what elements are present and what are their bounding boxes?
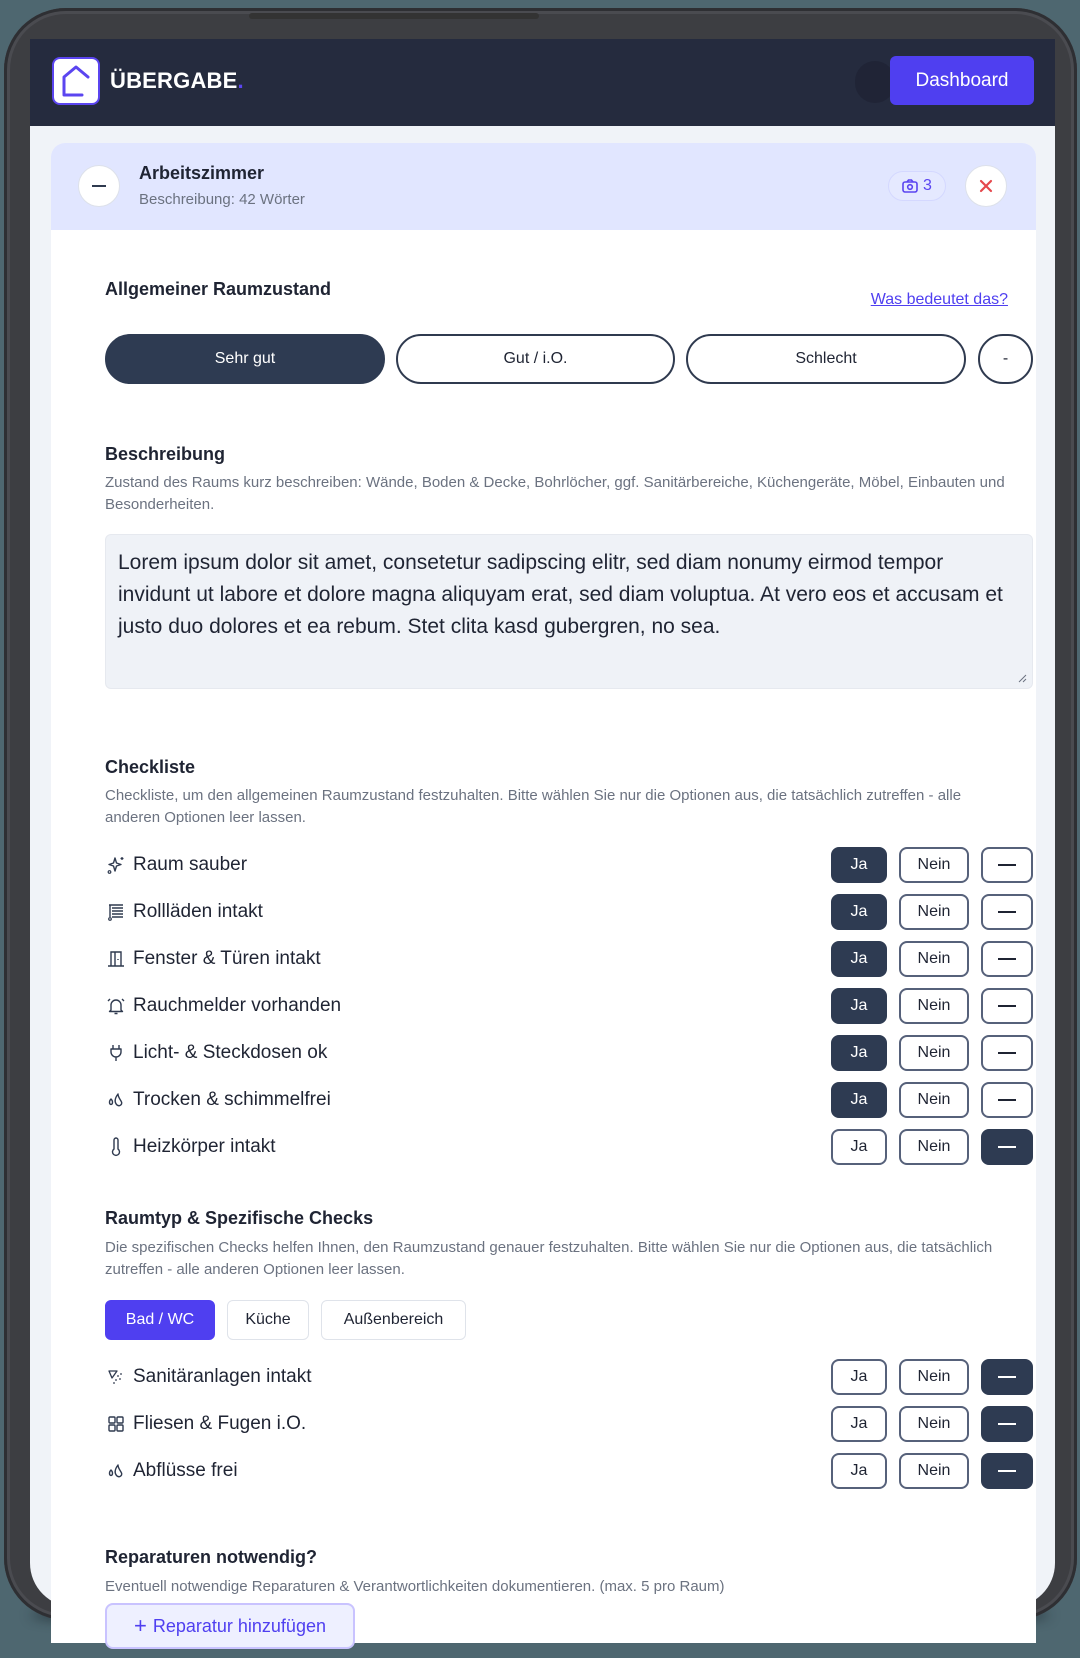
condition-title: Allgemeiner Raumzustand bbox=[105, 279, 332, 299]
brand-name: ÜBERGABE. bbox=[110, 68, 244, 93]
answer-no[interactable]: Nein bbox=[899, 988, 969, 1024]
dash-icon bbox=[998, 1099, 1016, 1101]
answer-none[interactable] bbox=[981, 1359, 1033, 1395]
dash-icon bbox=[998, 1146, 1016, 1148]
answer-no[interactable]: Nein bbox=[899, 1359, 969, 1395]
dash-icon bbox=[998, 1052, 1016, 1054]
tablet-frame bbox=[4, 8, 1077, 1638]
room-card bbox=[51, 143, 1036, 1643]
answer-none[interactable] bbox=[981, 941, 1033, 977]
dash-icon bbox=[998, 1005, 1016, 1007]
repairs-help: Eventuell notwendige Reparaturen & Verantwortlichkeiten dokumentieren. (max. 5 pro Raum) bbox=[105, 1578, 725, 1595]
repairs-title: Reparaturen notwendig? bbox=[105, 1547, 318, 1567]
answer-yes[interactable]: Ja bbox=[831, 1359, 887, 1395]
answer-none[interactable] bbox=[981, 1129, 1033, 1165]
door-icon bbox=[105, 948, 127, 970]
answer-yes[interactable]: Ja bbox=[831, 847, 887, 883]
room-header bbox=[51, 143, 1036, 230]
dash-icon bbox=[998, 1376, 1016, 1378]
answer-none[interactable] bbox=[981, 1453, 1033, 1489]
room-type-help: Die spezifischen Checks helfen Ihnen, den Raumzustand genauer festzuhalten. Bitte wählen Sie nur die Optionen aus, die tatsächlich zutreffen - alle anderen Optionen leer lassen. bbox=[105, 1239, 993, 1278]
blinds-icon bbox=[105, 901, 127, 923]
answer-no[interactable]: Nein bbox=[899, 1035, 969, 1071]
condition-option-schlecht[interactable]: Schlecht bbox=[686, 334, 966, 384]
close-icon bbox=[979, 179, 993, 193]
droplets-icon bbox=[105, 1460, 127, 1482]
plug-icon bbox=[105, 1042, 127, 1064]
dash-icon bbox=[998, 911, 1016, 913]
answer-yes[interactable]: Ja bbox=[831, 1082, 887, 1118]
description-textarea[interactable] bbox=[105, 534, 1033, 689]
answer-none[interactable] bbox=[981, 1035, 1033, 1071]
description-help: Zustand des Raums kurz beschreiben: Wände, Boden & Decke, Bohrlöcher, ggf. Sanitärbereiche, Küchengeräte, Möbel, Einbauten und Besonderheiten. bbox=[105, 474, 1005, 513]
answer-group bbox=[831, 894, 1033, 930]
tab-kueche[interactable]: Küche bbox=[227, 1300, 309, 1340]
delete-room-button[interactable] bbox=[965, 165, 1007, 207]
answer-no[interactable]: Nein bbox=[899, 1406, 969, 1442]
answer-group bbox=[831, 1129, 1033, 1165]
room-title: Arbeitszimmer bbox=[139, 163, 265, 183]
answer-none[interactable] bbox=[981, 1082, 1033, 1118]
answer-group bbox=[831, 988, 1033, 1024]
checklist-item-trocken: Trocken & schimmelfrei Ja Nein bbox=[105, 1082, 1033, 1118]
dashboard-button[interactable]: Dashboard bbox=[890, 56, 1034, 105]
minus-icon bbox=[92, 185, 106, 187]
answer-no[interactable]: Nein bbox=[899, 1082, 969, 1118]
answer-no[interactable]: Nein bbox=[899, 1129, 969, 1165]
plus-icon: + bbox=[134, 1613, 147, 1638]
answer-yes[interactable]: Ja bbox=[831, 1453, 887, 1489]
checklist-title: Checkliste bbox=[105, 757, 196, 777]
dash-icon bbox=[998, 864, 1016, 866]
condition-option-sehr-gut[interactable]: Sehr gut bbox=[105, 334, 385, 384]
app-header bbox=[30, 39, 1055, 126]
tab-bad-wc[interactable]: Bad / WC bbox=[105, 1300, 215, 1340]
answer-group bbox=[831, 1359, 1033, 1395]
answer-no[interactable]: Nein bbox=[899, 941, 969, 977]
answer-none[interactable] bbox=[981, 1406, 1033, 1442]
grid-icon bbox=[105, 1413, 127, 1435]
checklist-help: Checkliste, um den allgemeinen Raumzustand festzuhalten. Bitte wählen Sie nur die Optionen aus, die tatsächlich zutreffen - alle anderen Optionen leer lassen. bbox=[105, 787, 962, 826]
help-link[interactable]: Was bedeutet das? bbox=[870, 291, 1008, 308]
answer-no[interactable]: Nein bbox=[899, 847, 969, 883]
checklist-item-rolllaeden: Rollläden intakt Ja Nein bbox=[105, 894, 1033, 930]
resize-handle-icon[interactable] bbox=[1017, 673, 1027, 683]
answer-yes[interactable]: Ja bbox=[831, 988, 887, 1024]
dash-icon bbox=[998, 958, 1016, 960]
answer-group bbox=[831, 1453, 1033, 1489]
answer-yes[interactable]: Ja bbox=[831, 1129, 887, 1165]
room-type-title: Raumtyp & Spezifische Checks bbox=[105, 1208, 374, 1228]
answer-yes[interactable]: Ja bbox=[831, 1035, 887, 1071]
checklist-item-licht-steckdosen: Licht- & Steckdosen ok Ja Nein bbox=[105, 1035, 1033, 1071]
checklist-item-rauchmelder: Rauchmelder vorhanden Ja Nein bbox=[105, 988, 1033, 1024]
camera-icon bbox=[902, 179, 918, 193]
description-title: Beschreibung bbox=[105, 444, 226, 464]
avatar-placeholder bbox=[855, 61, 895, 103]
collapse-button[interactable] bbox=[78, 165, 120, 207]
answer-group bbox=[831, 847, 1033, 883]
answer-none[interactable] bbox=[981, 894, 1033, 930]
condition-option-none[interactable]: - bbox=[978, 334, 1033, 384]
answer-group bbox=[831, 941, 1033, 977]
answer-group bbox=[831, 1082, 1033, 1118]
answer-yes[interactable]: Ja bbox=[831, 941, 887, 977]
app-screen bbox=[30, 39, 1055, 1638]
checklist-item-fenster-tueren: Fenster & Türen intakt Ja Nein bbox=[105, 941, 1033, 977]
shower-icon bbox=[105, 1366, 127, 1388]
tab-aussenbereich[interactable]: Außenbereich bbox=[321, 1300, 466, 1340]
answer-group bbox=[831, 1035, 1033, 1071]
specific-item-abfluesse: Abflüsse frei Ja Nein bbox=[105, 1453, 1033, 1489]
answer-yes[interactable]: Ja bbox=[831, 894, 887, 930]
dash-icon bbox=[998, 1470, 1016, 1472]
specific-item-sanitaer: Sanitäranlagen intakt Ja Nein bbox=[105, 1359, 1033, 1395]
answer-group bbox=[831, 1406, 1033, 1442]
sparkles-icon bbox=[105, 854, 127, 876]
droplets-icon bbox=[105, 1089, 127, 1111]
dash-icon bbox=[998, 1423, 1016, 1425]
bell-ring-icon bbox=[105, 995, 127, 1017]
house-icon bbox=[58, 63, 94, 99]
logo[interactable] bbox=[52, 57, 100, 105]
photo-count-badge[interactable]: 3 bbox=[888, 171, 946, 201]
checklist-item-heizkoerper: Heizkörper intakt Ja Nein bbox=[105, 1129, 1033, 1165]
device-top-button bbox=[249, 13, 539, 19]
room-word-count: Beschreibung: 42 Wörter bbox=[139, 191, 305, 208]
answer-no[interactable]: Nein bbox=[899, 1453, 969, 1489]
answer-yes[interactable]: Ja bbox=[831, 1406, 887, 1442]
answer-none[interactable] bbox=[981, 988, 1033, 1024]
answer-none[interactable] bbox=[981, 847, 1033, 883]
condition-option-gut[interactable]: Gut / i.O. bbox=[396, 334, 675, 384]
thermometer-icon bbox=[105, 1136, 127, 1158]
specific-item-fliesen: Fliesen & Fugen i.O. Ja Nein bbox=[105, 1406, 1033, 1442]
checklist-item-raum-sauber: Raum sauber Ja Nein bbox=[105, 847, 1033, 883]
add-repair-button[interactable]: + Reparatur hinzufügen bbox=[105, 1603, 355, 1649]
answer-no[interactable]: Nein bbox=[899, 894, 969, 930]
